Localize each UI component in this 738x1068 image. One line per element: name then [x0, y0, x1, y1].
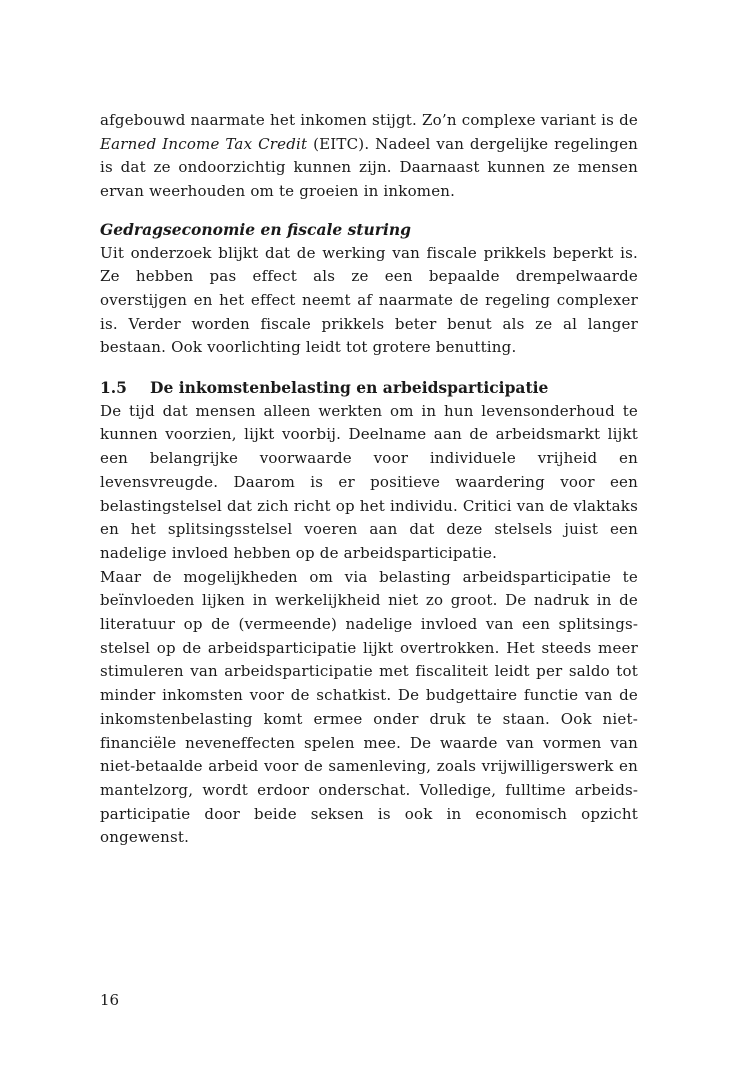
chapter-number: 1.5 — [100, 378, 127, 398]
chapter-paragraph-2: Maar de mogelijkheden om via belasting arbeidsparticipatie te beïnvloeden lijken in werkelijkheid niet zo groot. De nadruk in de literatuur op de (vermeende) nadelige invloed van een splitsingsstelsel op de arbeidsparticipatie lijkt overtrokken. Het steeds meer stimuleren van arbeidsparticipatie met fiscaliteit leidt per saldo tot minder inkomsten voor de schatkist. De budgettaire functie van de inkomstenbelasting komt ermee onder druk te staan. Ook niet-financiële neveneffecten spelen mee. De waarde van vormen van niet-betaalde arbeid voor de samenleving, zoals vrijwilligerswerk en mantelzorg, wordt erdoor onderschat. Volledige, fulltime arbeidsparticipatie door beide seksen is ook in economisch opzicht ongewenst. — [100, 567, 638, 847]
intro-paragraph — [100, 109, 638, 204]
intro-italic-term: Earned Income Tax Credit — [100, 134, 308, 153]
section-behavioral-paragraph: Uit onderzoek blijkt dat de werking van fiscale prikkels beperkt is. Ze hebben pas effect als ze een bepaalde drempelwaarde overstijgen en het effect neemt af naarmate de regeling complexer is. Verder worden fiscale prikkels beter benut als ze al langer bestaan. Ook voorlichting leidt tot grotere benutting. — [100, 243, 638, 357]
page-number: 16 — [100, 991, 120, 1009]
page-body — [100, 109, 638, 850]
intro-text-part2: (EITC). Nadeel van dergelijke regelingen is dat ze ondoorzichtig kunnen zijn. Daarnaast kunnen ze mensen ervan weerhouden om te groeien in inkomen. — [100, 134, 639, 201]
section-heading-behavioral: Gedragseconomie en fiscale sturing — [100, 219, 411, 239]
spacer — [100, 360, 638, 376]
chapter-title: De inkomstenbelasting en arbeidsparticipatie — [150, 378, 549, 398]
chapter-paragraph-1: De tijd dat mensen alleen werkten om in hun levensonderhoud te kunnen voorzien, lijkt voorbij. Deelname aan de arbeidsmarkt lijkt een belangrijke voorwaarde voor individuele vrijheid en levensvreugde. Daarom is er positieve waardering voor een belastingstelsel dat zich richt op het individu. Critici van de vlaktaks en het splitsingsstelsel voeren aan dat deze stelsels juist een nadelige invloed hebben op de arbeidsparticipatie. — [100, 401, 638, 562]
chapter-heading-1-5 — [100, 376, 638, 400]
intro-text-part1: afgebouwd naarmate het inkomen stijgt. Zo’n complexe variant is de — [100, 111, 638, 129]
spacer — [100, 204, 638, 218]
